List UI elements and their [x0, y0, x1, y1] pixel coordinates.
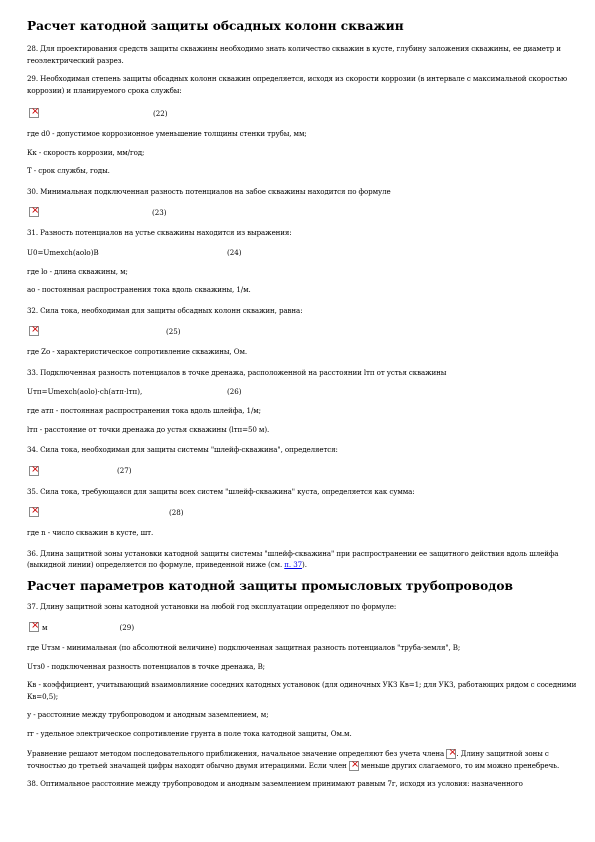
explanation-part-2: . Длину защитной зоны с точностью до третьей значащей цифры находят обычно двумя итерациями. Если член: [27, 749, 549, 770]
definition-d0: где d0 - допустимое коррозионное уменьшение толщины стенки трубы, мм;: [27, 129, 307, 138]
equation-number: (22): [153, 108, 168, 118]
equation-number: (29): [119, 622, 135, 632]
broken-image-icon: [29, 326, 39, 336]
equation-29-row: [27, 619, 579, 635]
equation-number: (24): [227, 247, 242, 257]
formula-text: U0=Umexch(aolo)B: [27, 247, 99, 257]
definition-t: Т - срок службы, годы.: [27, 166, 110, 175]
definition-n: где n - число скважин в кусте, шт.: [27, 528, 154, 537]
equation-27-row: [27, 463, 579, 479]
broken-image-icon: [29, 207, 39, 217]
equation-number: (23): [152, 207, 167, 217]
explanation-part-3: меньше других слагаемого, то им можно пренебречь.: [361, 760, 560, 770]
explanation-part-1: Уравнение решают методом последовательного приближения, начальное значение определяют без учета члена: [27, 749, 445, 758]
broken-image-icon: [29, 108, 39, 118]
definition-lo: где lo - длина скважины, м;: [27, 266, 128, 276]
paragraph-36-end: ).: [302, 560, 307, 569]
equation-28-row: [27, 504, 579, 520]
definition-utz0: Uтз0 - подключенная разность потенциалов в точке дренажа, В;: [27, 661, 265, 671]
equation-number: (28): [169, 507, 184, 517]
paragraph-37: 37. Длину защитной зоны катодной установки на любой год эксплуатации определяют по формуле:: [27, 601, 397, 611]
definition-ltp: lтп - расстояние от точки дренажа до устья скважины (lтп=50 м).: [27, 424, 270, 434]
definition-y: у - расстояние между трубопроводом и анодным заземлением, м;: [27, 710, 269, 719]
definition-ao: ao - постоянная распространения тока вдоль скважины, 1/м.: [27, 285, 251, 294]
section-heading-pipelines: Расчет параметров катодной защиты промысловых трубопроводов: [27, 578, 513, 593]
paragraph-31: 31. Разность потенциалов на устье скважины находится из выражения:: [27, 228, 292, 237]
paragraph-36-text: 36. Длина защитной зоны установки катодной защиты системы "шлейф-скважина" при распространении ее защитного действия вдоль шлейфа (выкидной линии) определяется по формуле, приведенной ниже (см.: [27, 548, 559, 569]
paragraph-34: 34. Сила тока, необходимая для защиты системы "шлейф-скважина", определяется:: [27, 445, 338, 454]
equation-number: (25): [166, 326, 181, 336]
section-heading-wells: Расчет катодной защиты обсадных колонн скважин: [27, 19, 404, 33]
paragraph-38: 38. Оптимальное расстояние между трубопроводом и анодным заземлением принимают равным 7г, исходя из условия: назначенного: [27, 779, 523, 788]
broken-image-icon: [29, 622, 39, 632]
document-page: [27, 14, 579, 790]
paragraph-36: [27, 548, 579, 571]
definition-rg: rг - удельное электрическое сопротивление грунта в поле тока катодной защиты, Ом.м.: [27, 728, 352, 738]
paragraph-30: 30. Минимальная подключенная разность потенциалов на забое скважины находится по формуле: [27, 186, 391, 196]
equation-25-row: [27, 323, 579, 339]
paragraph-28: 28. Для проектирования средств защиты скважины необходимо знать количество скважин в кусте, глубину заложения скважины, ее диаметр и геоэлектрический разрез.: [27, 44, 561, 65]
definition-zo: где Zo - характеристическое сопротивление скважины, Ом.: [27, 347, 248, 356]
unit-label: м: [42, 622, 48, 632]
paragraph-33: 33. Подключенная разность потенциалов в точке дренажа, расположенной на расстоянии lтп от устья скважины: [27, 367, 447, 377]
equation-22-row: [27, 105, 579, 121]
definition-atp: где aтп - постоянная распространения тока вдоль шлейфа, 1/м;: [27, 406, 261, 415]
broken-image-icon: [446, 749, 456, 759]
paragraph-35: 35. Сила тока, требующаяся для защиты всех систем "шлейф-скважина" куста, определяется как сумма:: [27, 486, 415, 496]
equation-26-row: [27, 385, 579, 398]
broken-image-icon: [29, 507, 39, 517]
formula-text: Uтп=Umexch(aolo)·ch(aтп·lтп),: [27, 387, 143, 396]
definition-kv: Кв - коэффициент, учитывающий взаимовлияние соседних катодных установок (для одиночных УКЗ Кв=1; для УКЗ, работающих рядом с соседними Кв=0,5);: [27, 680, 577, 701]
definition-kk: Кк - скорость коррозии, мм/год;: [27, 147, 145, 157]
broken-image-icon: [29, 466, 39, 476]
paragraph-32: 32. Сила тока, необходимая для защиты обсадных колонн скважин, равна:: [27, 305, 303, 315]
equation-24-row: [27, 246, 579, 259]
equation-23-row: [27, 204, 579, 220]
paragraph-29: 29. Необходимая степень защиты обсадных колонн скважин определяется, исходя из скорости коррозии (в интервале с максимальной скоростью коррозии) и планируемого срока службы:: [27, 74, 568, 95]
definition-utzm: где Uтзм - минимальная (по абсолютной величине) подключенная защитная разность потенциалов "труба-земля", В;: [27, 643, 461, 652]
paragraph-37-explanation: [27, 748, 579, 771]
broken-image-icon: [349, 761, 359, 771]
clause-37-link[interactable]: п. 37: [284, 560, 303, 569]
equation-number: (26): [227, 387, 242, 396]
equation-number: (27): [117, 466, 132, 475]
